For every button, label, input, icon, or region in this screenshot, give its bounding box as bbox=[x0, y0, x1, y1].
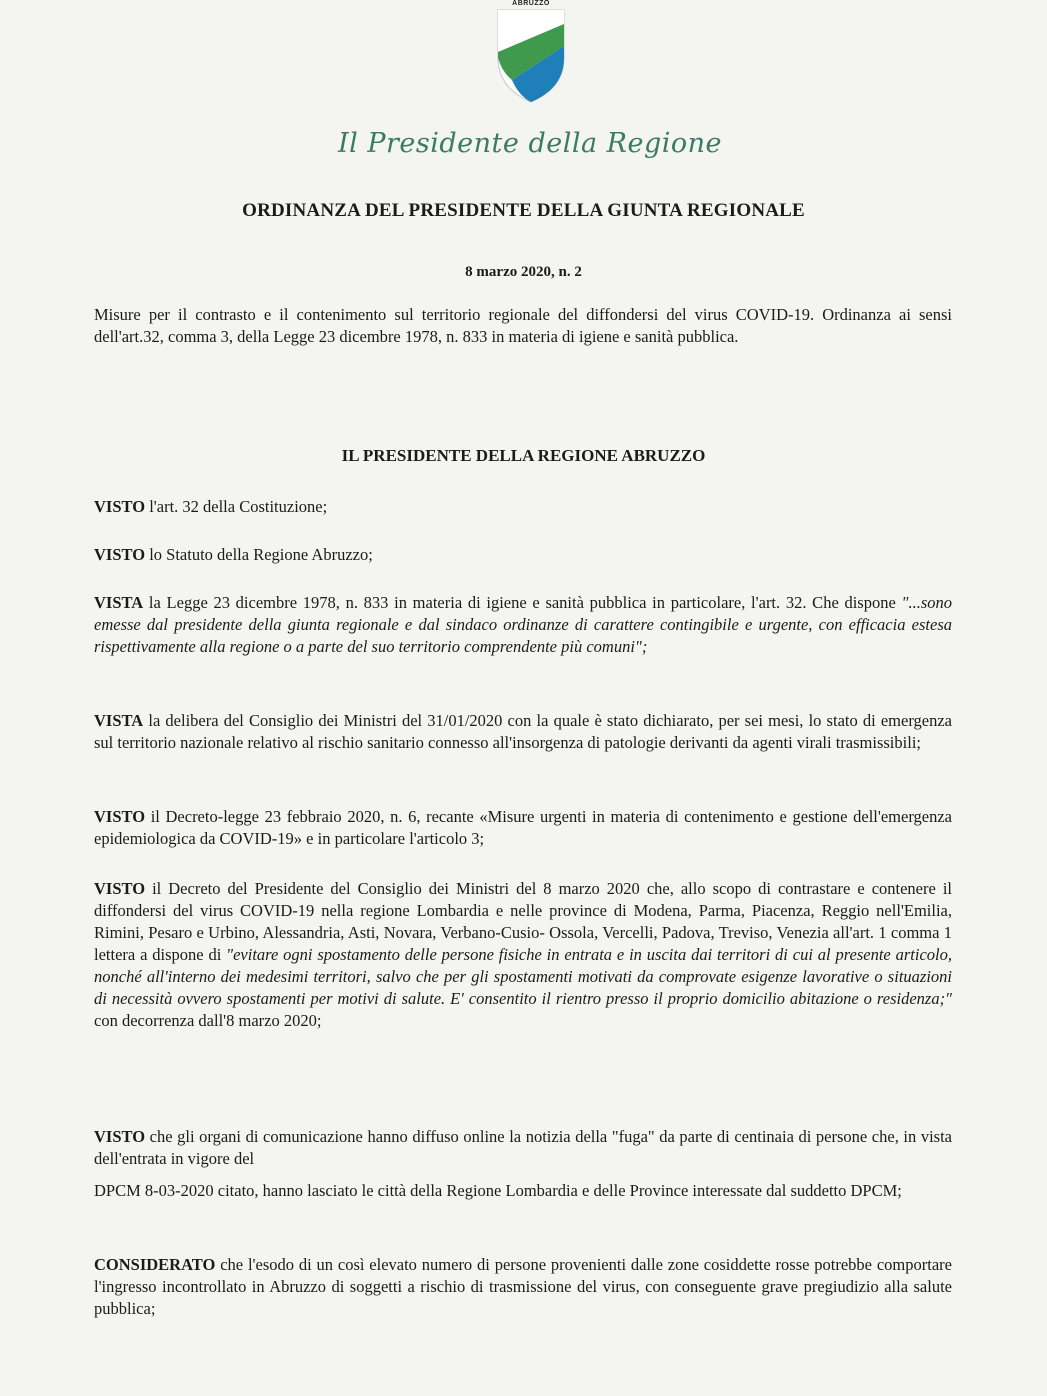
clause-lead: VISTA bbox=[94, 593, 144, 612]
clause-dpcm-citato bbox=[94, 1180, 952, 1202]
clause-tail: con decorrenza dall'8 marzo 2020; bbox=[94, 1011, 322, 1030]
clause-text: che l'esodo di un così elevato numero di persone provenienti dalle zone cosiddette rosse potrebbe comportare l'ingresso incontrollato in Abruzzo di soggetti a rischio di trasmissione del virus, con conseguente grave pregiudizio alla salute pubblica; bbox=[94, 1255, 952, 1318]
president-heading: IL PRESIDENTE DELLA REGIONE ABRUZZO bbox=[341, 446, 706, 465]
clause-lead: VISTO bbox=[94, 497, 146, 516]
clause-lead: VISTO bbox=[94, 545, 146, 564]
clause-text: l'art. 32 della Costituzione; bbox=[145, 497, 328, 516]
clause-text: il Decreto del Presidente del Consiglio dei Ministri del 8 marzo 2020 che, allo scopo di contrastare e contenere il diffondersi del virus COVID-19 nella regione Lombardia e nelle province di Modena, Parma, Piacenza, Reggio nell'Emilia, Rimini, Pesaro e Urbino, Alessandria, Asti, Novara, Verbano-Cusio- Ossola, Vercelli, Padova, Treviso, Venezia all'art. 1 comma 1 lettera a dispone di bbox=[94, 879, 952, 964]
clause-text: la delibera del Consiglio dei Ministri del 31/01/2020 con la quale è stato dichiarato, per sei mesi, lo stato di emergenza sul territorio nazionale relativo al rischio sanitario connesso all'insorgenza di patologie derivanti da agenti virali trasmissibili; bbox=[94, 711, 952, 752]
clause-quote: "evitare ogni spostamento delle persone fisiche in entrata e in uscita dai territori di cui al presente articolo, nonché all'interno dei medesimi territori, salvo che per gli spostamenti motivati da comprovate esigenze lavorative o situazioni di necessità ovvero spostamenti per motivi di salute. E' consentito il rientro presso il proprio domicilio abitazione o residenza;" bbox=[94, 945, 952, 1008]
clause-text: lo Statuto della Regione Abruzzo; bbox=[145, 545, 373, 564]
clause-text: la Legge 23 dicembre 1978, n. 833 in materia di igiene e sanità pubblica in particolare, l'art. 32. Che dispone bbox=[143, 593, 902, 612]
clause-lead: VISTO bbox=[94, 1127, 146, 1146]
clause-dpcm bbox=[94, 878, 952, 1032]
clause-quote: "...sono emesse dal presidente della giunta regionale e dal sindaco ordinanze di carattere contingibile e urgente, con efficacia estesa rispettivamente alla regione o a parte del suo territorio comprendente più comuni"; bbox=[94, 593, 952, 656]
regione-abruzzo-logo bbox=[492, 0, 570, 104]
clause-considerato bbox=[94, 1254, 952, 1320]
presidente-script-heading: Il Presidente della Regione bbox=[337, 128, 723, 159]
clause-fuga bbox=[94, 1126, 952, 1170]
clause-text: che gli organi di comunicazione hanno diffuso online la notizia della "fuga" da parte di centinaia di persone che, in vista dell'entrata in vigore del bbox=[94, 1127, 952, 1168]
clause-lead: VISTA bbox=[94, 711, 144, 730]
clause-text: DPCM 8-03-2020 citato, hanno lasciato le città della Regione Lombardia e delle Province interessate dal suddetto DPCM; bbox=[94, 1181, 902, 1200]
clause-delibera bbox=[94, 710, 952, 754]
clause-lead: CONSIDERATO bbox=[94, 1255, 216, 1274]
clause-statuto bbox=[94, 544, 952, 566]
ordinance-subject: Misure per il contrasto e il contenimento sul territorio regionale del diffondersi del virus COVID-19. Ordinanza ai sensi dell'art.32, comma 3, della Legge 23 dicembre 1978, n. 833 in materia di igiene e sanità pubblica. bbox=[94, 305, 952, 346]
clause-legge-833 bbox=[94, 592, 952, 658]
logo-caption: ABRUZZO bbox=[512, 0, 550, 7]
clause-lead: VISTO bbox=[94, 879, 146, 898]
clause-lead: VISTO bbox=[94, 807, 146, 826]
clause-costituzione bbox=[94, 496, 952, 518]
clause-text: il Decreto-legge 23 febbraio 2020, n. 6, recante «Misure urgenti in materia di contenimento e gestione dell'emergenza epidemiologica da COVID-19» e in particolare l'articolo 3; bbox=[94, 807, 952, 848]
ordinance-date: 8 marzo 2020, n. 2 bbox=[465, 264, 582, 280]
ordinance-title: ORDINANZA DEL PRESIDENTE DELLA GIUNTA REGIONALE bbox=[242, 200, 805, 221]
clause-decreto-legge bbox=[94, 806, 952, 850]
